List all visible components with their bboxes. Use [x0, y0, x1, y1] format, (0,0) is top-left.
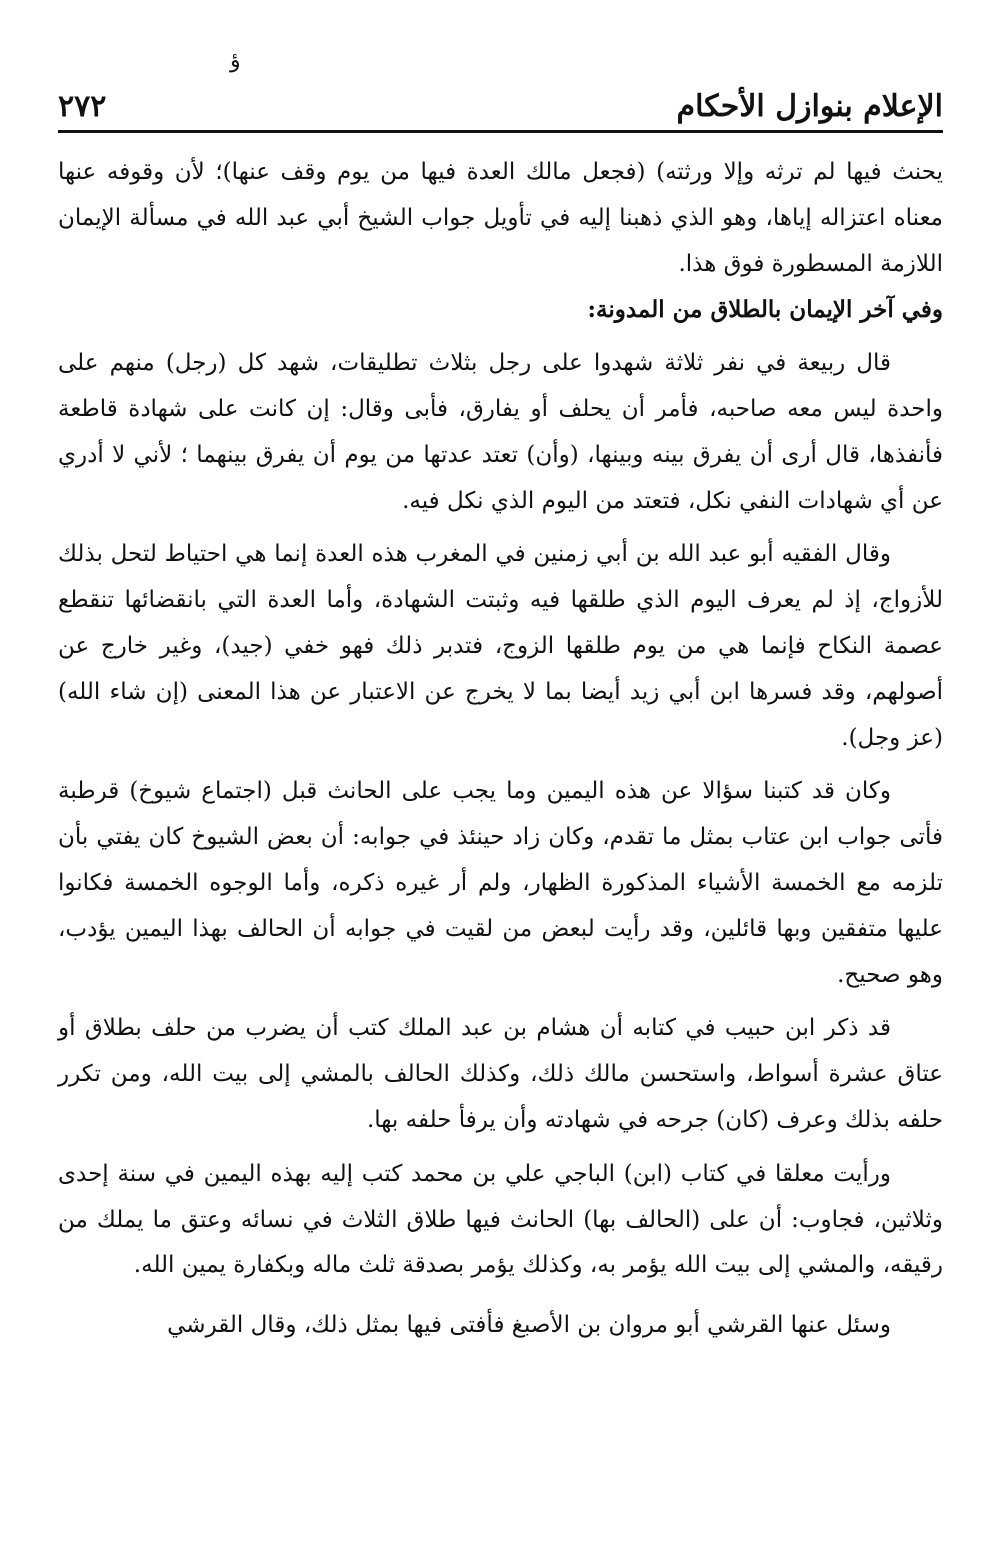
paragraph: ورأيت معلقا في كتاب (ابن) الباجي علي بن محمد كتب إليه بهذه اليمين في سنة إحدى وثلاثين، فجاوب: أن على (الحالف بها) الحانث فيها طلاق الثلاث في نسائه وعتق ما يملك من رقيقه، والمشي إلى بيت الله يؤمر به، وكذلك يؤمر بصدقة ثلث ماله وبكفارة يمين الله. [58, 1160, 943, 1279]
section-heading: وفي آخر الإيمان بالطلاق من المدونة: [587, 296, 943, 324]
paragraph: وسئل عنها القرشي أبو مروان بن الأصبغ فأفتى فيها بمثل ذلك، وقال القرشي [167, 1312, 891, 1339]
page-header [58, 78, 943, 133]
paragraph: وكان قد كتبنا سؤالا عن هذه اليمين وما يجب على الحانث قبل (اجتماع شيوخ) قرطبة فأتى جواب ابن عتاب بمثل ما تقدم، وكان زاد حينئذ في جوابه: أن بعض الشيوخ كان يفتي بأن تلزمه مع الخمسة الأشياء المذكورة الظهار، ولم أر غيره ذكره، وأما الوجوه الخمسة فكانوا عليها متفقين وبها قائلين، وقد رأيت لبعض من لقيت في جوابه أن الحالف بهذا اليمين يؤدب، وهو صحيح. [58, 778, 944, 988]
paragraph: قد ذكر ابن حبيب في كتابه أن هشام بن عبد الملك كتب أن يضرب من حلف بطلاق أو عتاق عشرة أسواط، واستحسن مالك ذلك، وكذلك الحالف بالمشي إلى بيت الله، ومن تكرر حلفه بذلك وعرف (كان) جرحه في شهادته وأن يرفأ حلفه بها. [58, 1015, 943, 1133]
header-mark: ؤ [230, 48, 241, 73]
page-body [58, 150, 943, 1507]
paragraph: يحنث فيها لم ترثه وإلا ورثته) (فجعل مالك العدة فيها من يوم وقف عنها)؛ لأن وقوفه عنها معناه اعتزاله إياها، وهو الذي ذهبنا إليه في تأويل جواب الشيخ أبي عبد الله في مسألة الإيمان اللازمة المسطورة فوق هذا. [58, 159, 943, 277]
running-title: الإعلام بنوازل الأحكام [676, 89, 943, 124]
paragraph: وقال الفقيه أبو عبد الله بن أبي زمنين في المغرب هذه العدة إنما هي احتياط لتحل بذلك للأزواج، إذ لم يعرف اليوم الذي طلقها فيه وثبتت الشهادة، وأما العدة التي بانقضائها تنقطع عصمة النكاح فإنما هي من يوم طلقها الزوج، فتدبر ذلك فهو خفي (جيد)، وغير خارج عن أصولهم، وقد فسرها ابن أبي زيد أيضا بما لا يخرج عن الاعتبار عن هذا المعنى (إن شاء الله) (عز وجل). [58, 541, 943, 751]
page-number: ٢٧٢ [58, 89, 107, 124]
paragraph: قال ربيعة في نفر ثلاثة شهدوا على رجل بثلاث تطليقات، شهد كل (رجل) منهم على واحدة ليس معه صاحبه، فأمر أن يحلف أو يفارق، فأبى وقال: إن كانت على شهادة قاطعة فأنفذها، قال أرى أن يفرق بينه وبينها، (وأن) تعتد عدتها من يوم أن يفرق بينهما ؛ لأني لا أدري عن أي شهادات النفي نكل، فتعتد من اليوم الذي نكل فيه. [58, 350, 943, 514]
